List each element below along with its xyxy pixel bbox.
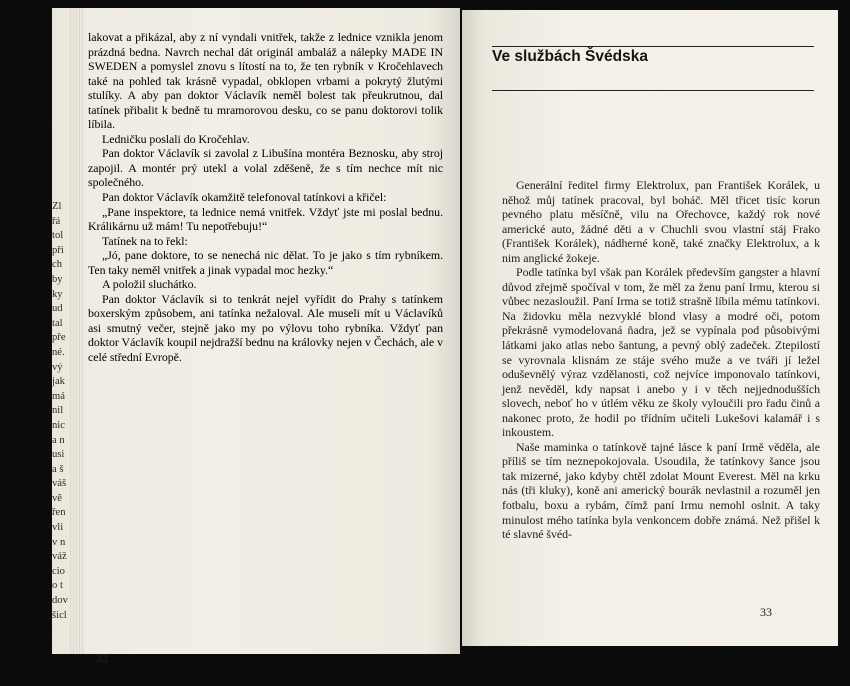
previous-page-fragment: Zl xyxy=(52,201,62,212)
previous-page-fragment: tol xyxy=(52,230,64,242)
previous-page-fragment: by xyxy=(52,273,63,285)
previous-page-fragment: nil xyxy=(52,405,64,417)
paragraph: „Jó, pane doktore, to se nenechá nic dělat. To je jako s tím rybníkem. Ten taky neměl vnitřek a jinak vypadal moc hezky.“ xyxy=(88,248,443,277)
paragraph: A položil sluchátko. xyxy=(102,277,197,292)
paragraph: Naše maminka o tatínkově tajné lásce k paní Irmě věděla, ale příliš se tím neznepokojovala. Usoudila, že tatínkovy šance jsou tak mizerné, jako kdyby chtěl zdolat Mount Everest. Měl na krku nás (tři kluky), koně ani americký bourák nevlastnil a rozuměl jen fotbalu, boxu a rybám, čímž paní Irmu nemohl oslnit. A taky minulost mého tatínka byla venkoncem dobře známá. Než přišel k té slavné švéd- xyxy=(502,439,820,542)
paragraph: Pan doktor Václavík si to tenkrát nejel vyřídit do Prahy s tatínkem boxerským způsobem, ani tatínka nežaloval. Ale museli mít u Václavíků asi smutný večer, stejně jako my po výlovu toho rybníka. Vždyť pan doktor Václavík koupil nejdražší bednu na královky nejen v Čechách, ale v celé střední Evropě. xyxy=(88,291,443,365)
previous-page-fragment: řen xyxy=(52,507,66,519)
previous-page-fragment: nic xyxy=(52,419,65,431)
previous-page-fragment: ky xyxy=(52,288,63,300)
previous-page-fragment: vý xyxy=(52,361,63,373)
previous-page-fragment: dov xyxy=(52,595,68,607)
previous-page-fragment: tal xyxy=(52,317,63,329)
paragraph: Pan doktor Václavík si zavolal z Libušína montéra Beznosku, aby stroj zapojil. A montér prý utekl a volal zděšeně, že s tím nechce mít nic společného. xyxy=(88,146,443,190)
paragraph: Ledničku poslali do Kročehlav. xyxy=(102,131,250,146)
previous-page-fragment: jak xyxy=(52,376,65,388)
previous-page-fragment: vě xyxy=(52,492,62,504)
paragraph: Tatínek na to řekl: xyxy=(102,233,188,248)
previous-page-fragment: a š xyxy=(52,463,64,475)
previous-page-fragment: cio xyxy=(52,565,65,577)
previous-page-sliver xyxy=(52,200,82,623)
right-page-number: 33 xyxy=(760,605,772,619)
paragraph: Generální ředitel firmy Elektrolux, pan František Korálek, u něhož můj tatínek pracoval, byl boháč. Měl třicet tisíc korun pevného platu měsíčně, vilu na Ořechovce, každý rok nové americké auto, žádné děti a v Chuchli svou vlastní stáj Frako (František Korálek), nádherné koně, také značky Elektrolux, a k nim anglické žokeje. xyxy=(502,178,820,265)
previous-page-fragment: má xyxy=(52,390,65,402)
previous-page-fragment: usi xyxy=(52,449,65,461)
paragraph: Pan doktor Václavík okamžitě telefonoval tatínkovi a křičel: xyxy=(102,190,387,205)
previous-page-fragment: vli xyxy=(52,522,64,534)
previous-page-fragment: o t xyxy=(52,580,63,592)
chapter-title: Ve službách Švédska xyxy=(492,48,648,65)
previous-page-fragment: šicl xyxy=(52,609,67,621)
right-page-text xyxy=(502,178,820,542)
left-page-text xyxy=(88,30,443,365)
paragraph: „Pane inspektore, ta lednice nemá vnitřek. Vždyť jste mi poslal bednu. Králikárnu už mám! Tu nepotřebuju!“ xyxy=(88,204,443,234)
previous-page-fragment: né. xyxy=(52,346,65,358)
paragraph: Podle tatínka byl však pan Korálek především gangster a hlavní důvod zřejmě spočíval v tom, že měl za ženu paní Irmu, kterou si vůbec nezasloužil. Paní Irma se totiž strašně líbila mému tatínkovi. Na židovku měla nezvyklé blond vlasy a modré oči, potom překrásně vymodelovaná ňadra, jež se vypínala pod působivými látkami jako atlas nebo šantung, a pevný oblý zadeček. Ztepilostí se vyrovnala klisnám ze stáje svého muže a ve tváři jí ležel oduševnělý výraz vzdělanosti, což nejvíce imponovalo tatínkovi, jenž nevěděl, kdy napsat i anebo y i v těch nejjednodušších slovech, neboť ho v útlém věku ze školy vyloučili pro řadu činů a nakonec proto, že hodil po třídním učiteli Lukešovi kalamář i s inkoustem. xyxy=(502,265,820,440)
previous-page-fragment: a n xyxy=(52,434,65,446)
previous-page-fragment: ud xyxy=(52,303,63,315)
paragraph: lakovat a přikázal, aby z ní vyndali vnitřek, takže z lednice vznikla jenom prázdná bedna. Navrch nechal dát originál ambaláž a nálepky MADE IN SWEDEN a pomyslel znovu s lítostí na to, že ten rybník v Kročehlavech také na pohled tak krásně vypadal, obklopen vrbami a pokrytý žlutými stulíky. A aby pan doktor Václavík neměl bolest tak přeukrutnou, dal tatínek přibalit k bedně tu mramorovou desku, co se panu doktorovi tolik líbila. xyxy=(88,30,443,132)
previous-page-fragment: váž xyxy=(52,551,67,563)
previous-page-fragment: při xyxy=(52,244,64,256)
previous-page-fragment: ch xyxy=(52,259,62,271)
left-page-number: 32 xyxy=(96,651,108,665)
previous-page-fragment: váš xyxy=(52,478,67,490)
previous-page-fragment: v n xyxy=(52,536,66,548)
right-page xyxy=(462,10,838,646)
chapter-rule-bottom xyxy=(492,90,814,91)
previous-page-fragment: řá xyxy=(52,215,61,227)
previous-page-fragment: pře xyxy=(52,332,66,344)
